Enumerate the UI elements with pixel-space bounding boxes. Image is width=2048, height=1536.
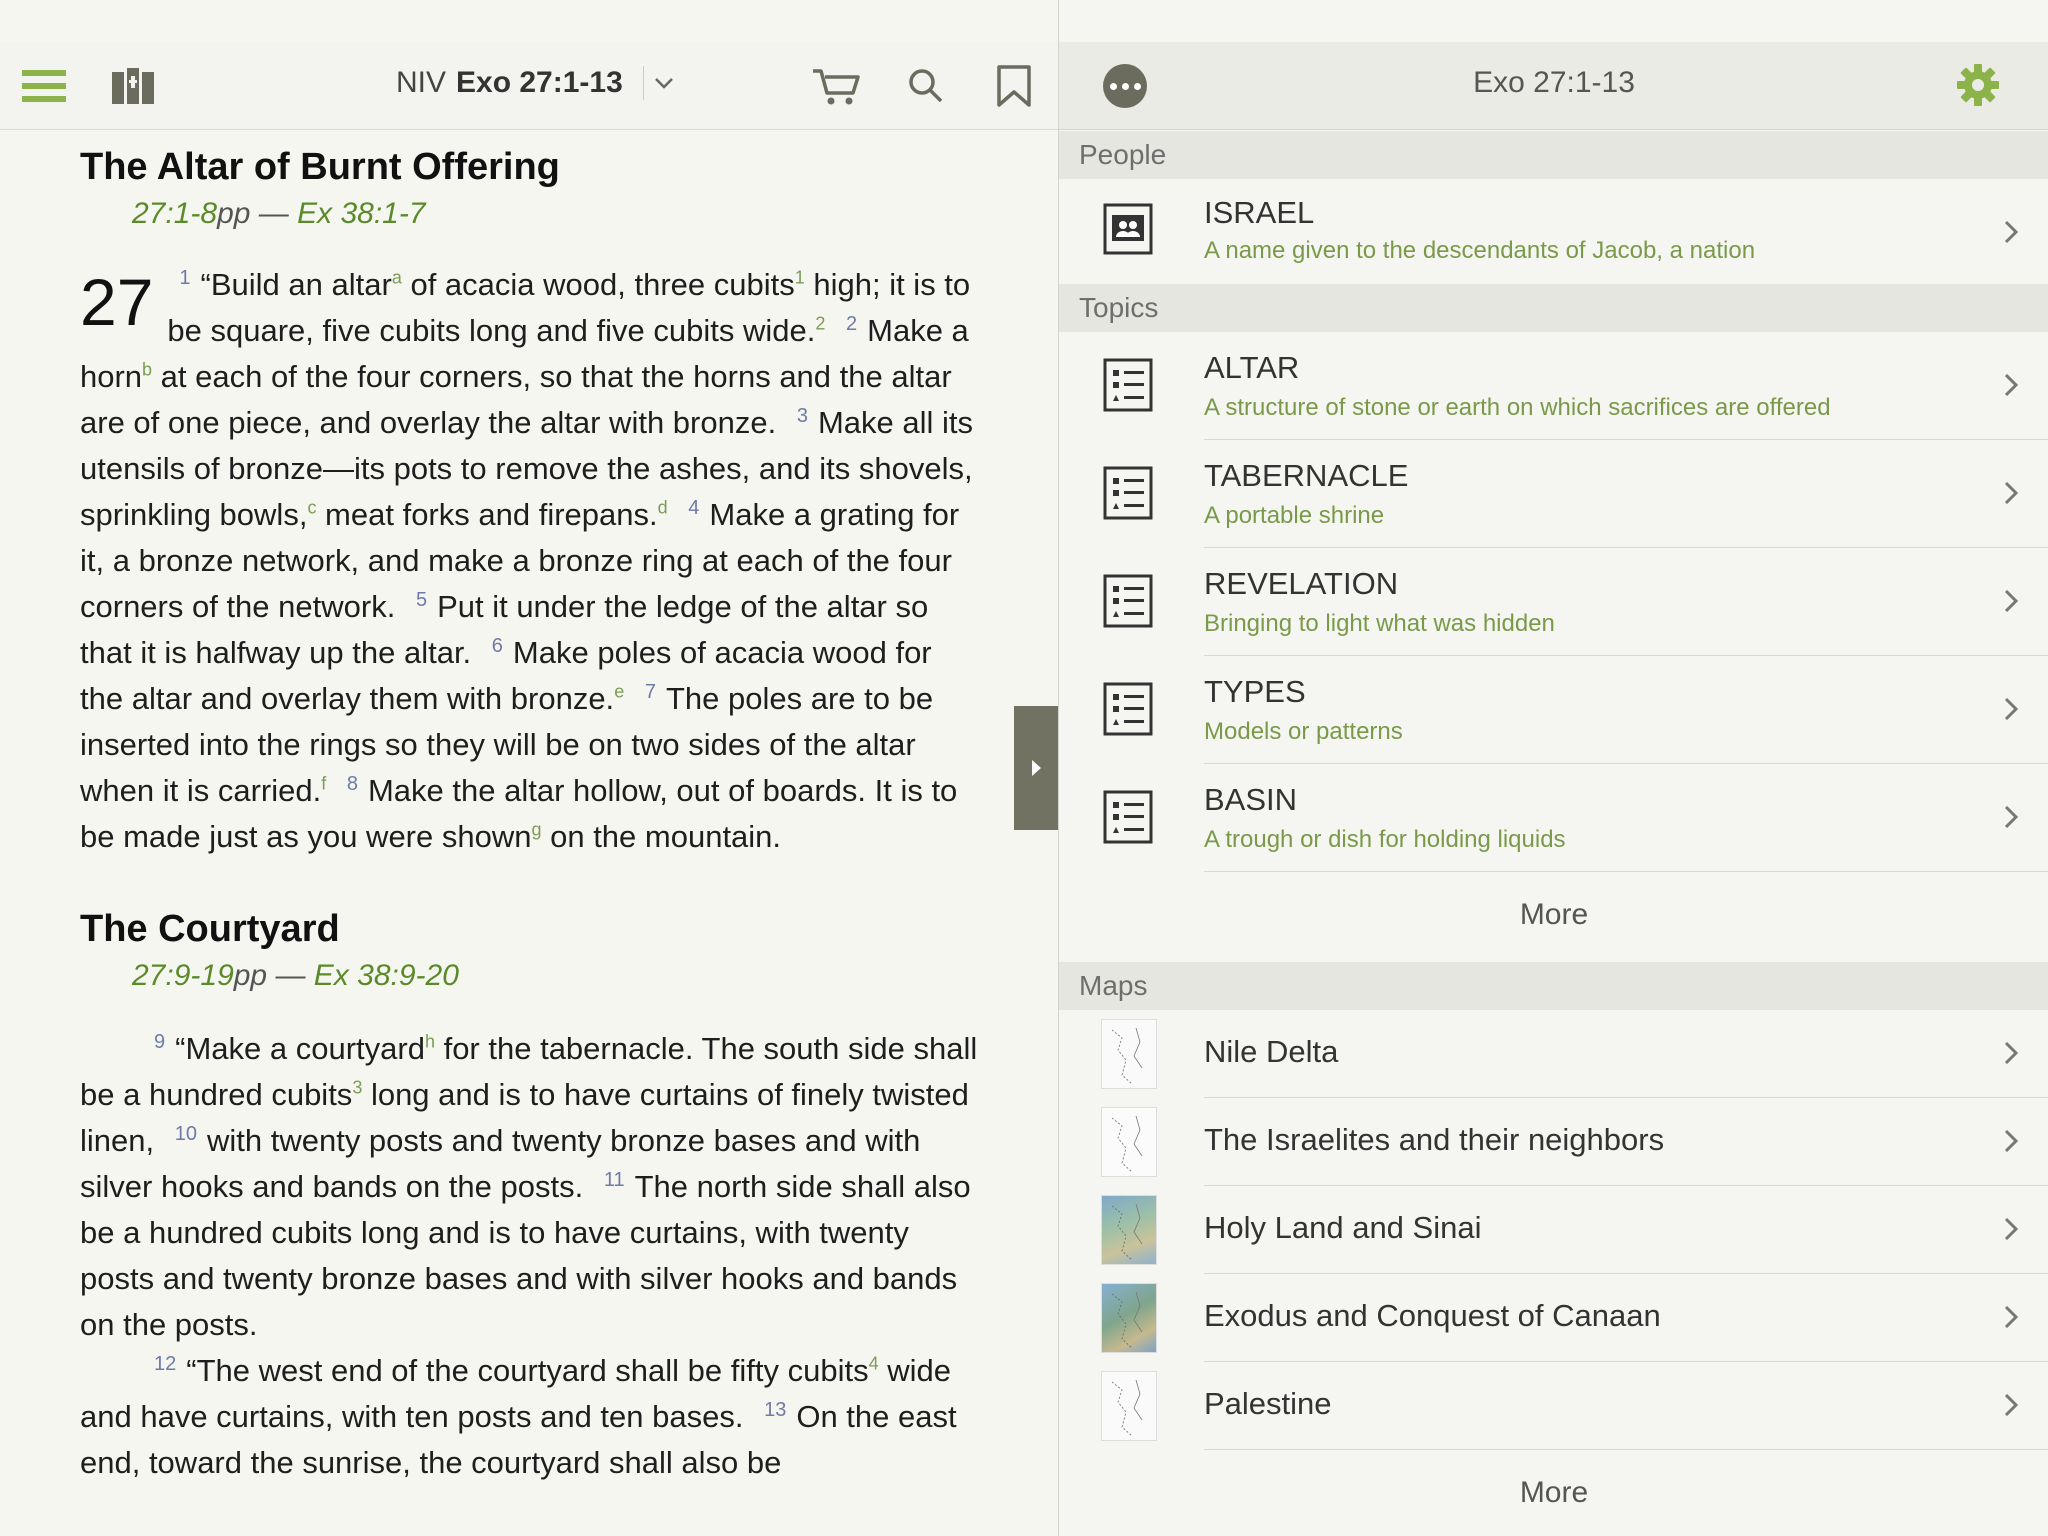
topic-row[interactable] <box>1059 548 2048 656</box>
search-icon <box>908 68 944 104</box>
info-pane <box>1058 0 2048 1536</box>
parallel-reference[interactable] <box>132 192 980 236</box>
map-sketch-icon <box>1102 1196 1157 1265</box>
section-header-topics: Topics <box>1059 284 2048 332</box>
topic-row[interactable] <box>1059 440 2048 548</box>
footnote-marker[interactable]: 2 <box>815 313 826 334</box>
topic-list-icon <box>1103 682 1153 736</box>
map-name: Palestine <box>1204 1386 1332 1421</box>
map-row[interactable] <box>1059 1098 2048 1186</box>
map-name: Exodus and Conquest of Canaan <box>1204 1298 1661 1333</box>
person-icon <box>1103 203 1153 255</box>
menu-button[interactable] <box>18 42 70 130</box>
parallel-ref-link[interactable]: 27:9-19 <box>132 959 234 992</box>
topic-row[interactable] <box>1059 656 2048 764</box>
topic-description: A structure of stone or earth on which sacrifices are offered <box>1204 394 1831 421</box>
chevron-right-icon <box>1032 760 1041 776</box>
verse-number[interactable]: 10 <box>174 1122 197 1145</box>
map-row[interactable] <box>1059 1362 2048 1450</box>
library-button[interactable] <box>104 42 162 130</box>
verse-number[interactable]: 7 <box>644 680 656 703</box>
person-name: ISRAEL <box>1204 195 1315 230</box>
search-button[interactable] <box>900 42 952 130</box>
chevron-right-icon <box>2003 480 2019 506</box>
person-row[interactable] <box>1059 179 2048 283</box>
footnote-marker[interactable]: g <box>531 819 542 840</box>
verse-number[interactable]: 13 <box>764 1398 787 1421</box>
parallel-dash: — <box>267 959 314 992</box>
footnote-marker[interactable]: d <box>657 497 668 518</box>
chevron-right-icon <box>2003 1216 2019 1242</box>
topic-description: Bringing to light what was hidden <box>1204 610 1555 637</box>
reference-selector[interactable] <box>396 66 674 100</box>
verse-number[interactable]: 8 <box>346 772 358 795</box>
topic-list-icon <box>1103 466 1153 520</box>
topic-list-icon <box>1103 790 1153 844</box>
chevron-right-icon <box>2003 1040 2019 1066</box>
divider <box>643 66 644 100</box>
map-row[interactable] <box>1059 1010 2048 1098</box>
row-divider <box>1204 1449 2048 1450</box>
section-heading: The Courtyard <box>80 908 340 950</box>
row-divider <box>1204 871 2048 872</box>
map-thumbnail <box>1101 1371 1157 1441</box>
map-sketch-icon <box>1102 1284 1157 1353</box>
menu-icon <box>22 66 66 106</box>
footnote-marker[interactable]: 4 <box>868 1353 879 1374</box>
chevron-right-icon <box>2003 1392 2019 1418</box>
map-sketch-icon <box>1102 1108 1157 1177</box>
footnote-marker[interactable]: b <box>142 359 153 380</box>
verse-number[interactable]: 3 <box>796 404 808 427</box>
parallel-label: pp <box>217 197 251 230</box>
map-row[interactable] <box>1059 1274 2048 1362</box>
bible-version: NIV <box>396 66 447 99</box>
parallel-ref-link[interactable]: 27:1-8 <box>132 197 218 230</box>
topic-name: TABERNACLE <box>1204 458 1409 493</box>
bookmark-button[interactable] <box>988 42 1040 130</box>
topic-list-icon <box>1103 358 1153 412</box>
topic-name: ALTAR <box>1204 350 1300 385</box>
passage-reference: Exo 27:1-13 <box>456 66 623 99</box>
info-title: Exo 27:1-13 <box>1473 66 1635 99</box>
map-sketch-icon <box>1102 1372 1157 1441</box>
reader-toolbar <box>0 42 1058 130</box>
footnote-marker[interactable]: a <box>391 267 402 288</box>
footnote-marker[interactable]: f <box>321 773 327 794</box>
section-heading: The Altar of Burnt Offering <box>80 146 560 188</box>
verse-number[interactable]: 11 <box>603 1168 625 1191</box>
parallel-dash: — <box>250 197 298 230</box>
topic-row[interactable] <box>1059 332 2048 440</box>
topic-description: Models or patterns <box>1204 718 1403 745</box>
scripture-text <box>80 134 980 1486</box>
chevron-right-icon <box>2003 219 2019 245</box>
topic-name: BASIN <box>1204 782 1298 817</box>
verse-number[interactable]: 6 <box>491 634 503 657</box>
map-thumbnail <box>1101 1107 1157 1177</box>
footnote-marker[interactable]: c <box>307 497 317 518</box>
footnote-marker[interactable]: h <box>424 1031 435 1052</box>
footnote-marker[interactable]: e <box>614 681 625 702</box>
paragraph: $^9$ “Make a courtyard$^h$ for the tabernacle. The south side shall be a hundred cubits$^3$ long and is to have curtains of finely twisted linen, $^{10}$ with twenty posts and twenty bronze bases and with silver hooks and bands on the posts. $^{11}$ The north side shall also be a hundred cubits long and is to have curtains, with twenty posts and twenty bronze bases and with silver hooks and bands on the posts. <box>80 1030 978 1342</box>
paragraph: 27 $^1$ “Build an altar$^a$ of acacia wood, three cubits$^1$ high; it is to be square, five cubits long and five cubits wide.$^2$ $^2$ Make a horn$^b$ at each of the four corners, so that the horns and the altar are of one piece, and overlay the altar with bronze. $^3$ Make all its utensils of bronze—its pots to remove the ashes, and its shovels, sprinkling bowls,$^c$ meat forks and firepans.$^d$ $^4$ Make a grating for it, a bronze network, and make a bronze ring at each of the four corners of the network. $^5$ Put it under the ledge of the altar so that it is halfway up the altar. $^6$ Make poles of acacia wood for the altar and overlay them with bronze.$^e$ $^7$ The poles are to be inserted into the rings so they will be on two sides of the altar when it is carried.$^f$ $^8$ Make the altar hollow, out of boards. It is to be made just as you were shown$^g$ on the mountain. <box>80 265 973 854</box>
topic-name: TYPES <box>1204 674 1306 709</box>
person-description: A name given to the descendants of Jacob, a nation <box>1204 237 1756 264</box>
parallel-label: pp <box>233 959 268 992</box>
footnote-marker[interactable]: 3 <box>352 1077 363 1098</box>
bookmark-icon <box>996 64 1032 108</box>
section-header-maps: Maps <box>1059 962 2048 1010</box>
maps-more-button[interactable]: More <box>1519 1476 1589 1509</box>
topic-name: REVELATION <box>1204 566 1399 601</box>
parallel-ref-link[interactable]: Ex 38:1-7 <box>297 197 426 230</box>
verse-number[interactable]: 1 <box>179 266 191 289</box>
chevron-right-icon <box>2003 588 2019 614</box>
panel-toggle-handle[interactable] <box>1014 706 1058 830</box>
map-thumbnail <box>1101 1283 1157 1353</box>
topic-row[interactable] <box>1059 764 2048 872</box>
paragraph: $^{12}$ “The west end of the courtyard shall be fifty cubits$^4$ wide and have curtains, with ten posts and ten bases. $^{13}$ On the east end, toward the sunrise, the courtyard shall also be <box>80 1352 957 1480</box>
cart-icon <box>811 65 861 107</box>
section-header-people: People <box>1059 131 2048 179</box>
info-toolbar <box>1059 42 2048 130</box>
topic-list-icon <box>1103 574 1153 628</box>
chevron-right-icon <box>2003 804 2019 830</box>
map-name: Nile Delta <box>1204 1034 1339 1069</box>
parallel-reference[interactable] <box>132 954 980 998</box>
topic-description: A trough or dish for holding liquids <box>1204 826 1566 853</box>
gear-icon[interactable] <box>1955 62 2001 108</box>
topics-more-button[interactable]: More <box>1519 898 1589 931</box>
chapter-number: 27 <box>80 265 154 339</box>
chevron-right-icon <box>2003 696 2019 722</box>
store-button[interactable] <box>808 42 864 130</box>
verse-number[interactable]: 12 <box>154 1352 177 1375</box>
verse-number[interactable]: 4 <box>688 496 700 519</box>
library-icon <box>110 66 156 106</box>
map-name: The Israelites and their neighbors <box>1204 1122 1665 1157</box>
chevron-right-icon <box>2003 372 2019 398</box>
topic-description: A portable shrine <box>1204 502 1385 529</box>
map-name: Holy Land and Sinai <box>1204 1210 1482 1245</box>
chevron-right-icon <box>2003 1304 2019 1330</box>
map-thumbnail <box>1101 1019 1157 1089</box>
map-sketch-icon <box>1102 1020 1157 1089</box>
footnote-marker[interactable]: 1 <box>794 267 805 288</box>
parallel-ref-link[interactable]: Ex 38:9-20 <box>313 959 459 992</box>
chevron-down-icon <box>654 76 674 90</box>
verse-number[interactable]: 9 <box>154 1030 166 1053</box>
verse-number[interactable]: 5 <box>415 588 428 611</box>
chevron-right-icon <box>2003 1128 2019 1154</box>
map-row[interactable] <box>1059 1186 2048 1274</box>
map-thumbnail <box>1101 1195 1157 1265</box>
verse-number[interactable]: 2 <box>846 312 858 335</box>
